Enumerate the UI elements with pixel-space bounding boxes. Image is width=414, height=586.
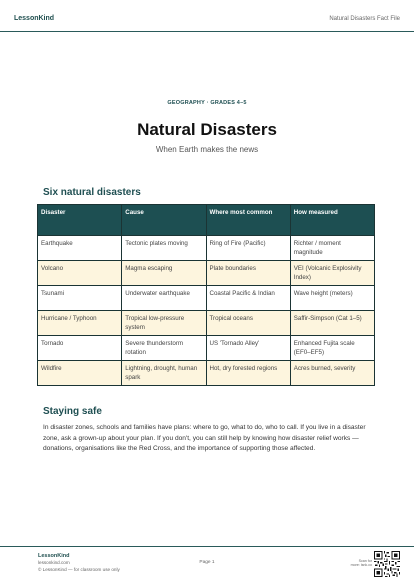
- safety-paragraph: In disaster zones, schools and families have plans: where to go, what to do, who to call. If you live in a disaster zone, ask a grown-up about your plan. If you don't, you can still help by knowing how disaster relief works — donations, organisations like the Red Cross, and the importance of supporting those affected.: [43, 424, 366, 452]
- table-cell: Richter / moment magnitude: [290, 236, 374, 261]
- page-footer: [0, 546, 414, 586]
- table-cell: Ring of Fire (Pacific): [206, 236, 290, 261]
- table-cell: Tropical oceans: [206, 311, 290, 336]
- table-cell: Volcano: [38, 261, 122, 286]
- table-cell: Coastal Pacific & Indian: [206, 286, 290, 311]
- table-cell: Tsunami: [38, 286, 122, 311]
- page-subtitle: When Earth makes the news: [155, 145, 259, 154]
- table-cell: Hurricane / Typhoon: [38, 311, 122, 336]
- table-cell: Underwater earthquake: [122, 286, 206, 311]
- table-cell: Hot, dry forested regions: [206, 361, 290, 386]
- table-row: [38, 311, 375, 336]
- table-cell: Tornado: [38, 336, 122, 361]
- table-cell: Magma escaping: [122, 261, 206, 286]
- page-title: Natural Disasters: [137, 120, 277, 139]
- table-cell: Saffir-Simpson (Cat 1–5): [290, 311, 374, 336]
- table-cell: VEI (Volcanic Explosivity Index): [290, 261, 374, 286]
- table-cell: Lightning, drought, human spark: [122, 361, 206, 386]
- table-cell: Wildfire: [38, 361, 122, 386]
- scan-prompt: [332, 559, 372, 567]
- table-cell: Acres burned, severity: [290, 361, 374, 386]
- table-cell: Tropical low-pressure system: [122, 311, 206, 336]
- qr-code-icon: [374, 551, 400, 577]
- disasters-table: [37, 204, 375, 386]
- footer-copyright: © LessonKind — for classroom use only: [38, 567, 120, 572]
- table-cell: Earthquake: [38, 236, 122, 261]
- table-row: [38, 261, 375, 286]
- table-row: [38, 361, 375, 386]
- table-row: [38, 336, 375, 361]
- table-cell: Wave height (meters): [290, 286, 374, 311]
- column-header: Where most common: [206, 205, 290, 236]
- table-header-row: [38, 205, 375, 236]
- table-cell: Tectonic plates moving: [122, 236, 206, 261]
- running-title: Natural Disasters Fact File: [329, 16, 400, 22]
- column-header: How measured: [290, 205, 374, 236]
- column-header: Cause: [122, 205, 206, 236]
- page-header: [0, 0, 414, 32]
- column-header: Disaster: [38, 205, 122, 236]
- table-row: [38, 236, 375, 261]
- section-heading-safety: Staying safe: [43, 406, 102, 417]
- page-number: Page 1: [199, 560, 215, 565]
- subject-grade-kicker: GEOGRAPHY · GRADES 4–5: [167, 100, 247, 106]
- table-cell: Plate boundaries: [206, 261, 290, 286]
- table-cell: Enhanced Fujita scale (EF0–EF5): [290, 336, 374, 361]
- footer-brand: LessonKind: [38, 553, 70, 559]
- scan-prompt-line: Scan for: [358, 559, 372, 563]
- brand-logo-text: LessonKind: [14, 15, 55, 22]
- table-row: [38, 286, 375, 311]
- footer-website: lessonkind.com: [38, 560, 70, 565]
- table-cell: US 'Tornado Alley': [206, 336, 290, 361]
- table-cell: Severe thunderstorm rotation: [122, 336, 206, 361]
- scan-prompt-line: more: lsnk.co: [350, 563, 372, 568]
- section-heading-disasters: Six natural disasters: [43, 187, 141, 198]
